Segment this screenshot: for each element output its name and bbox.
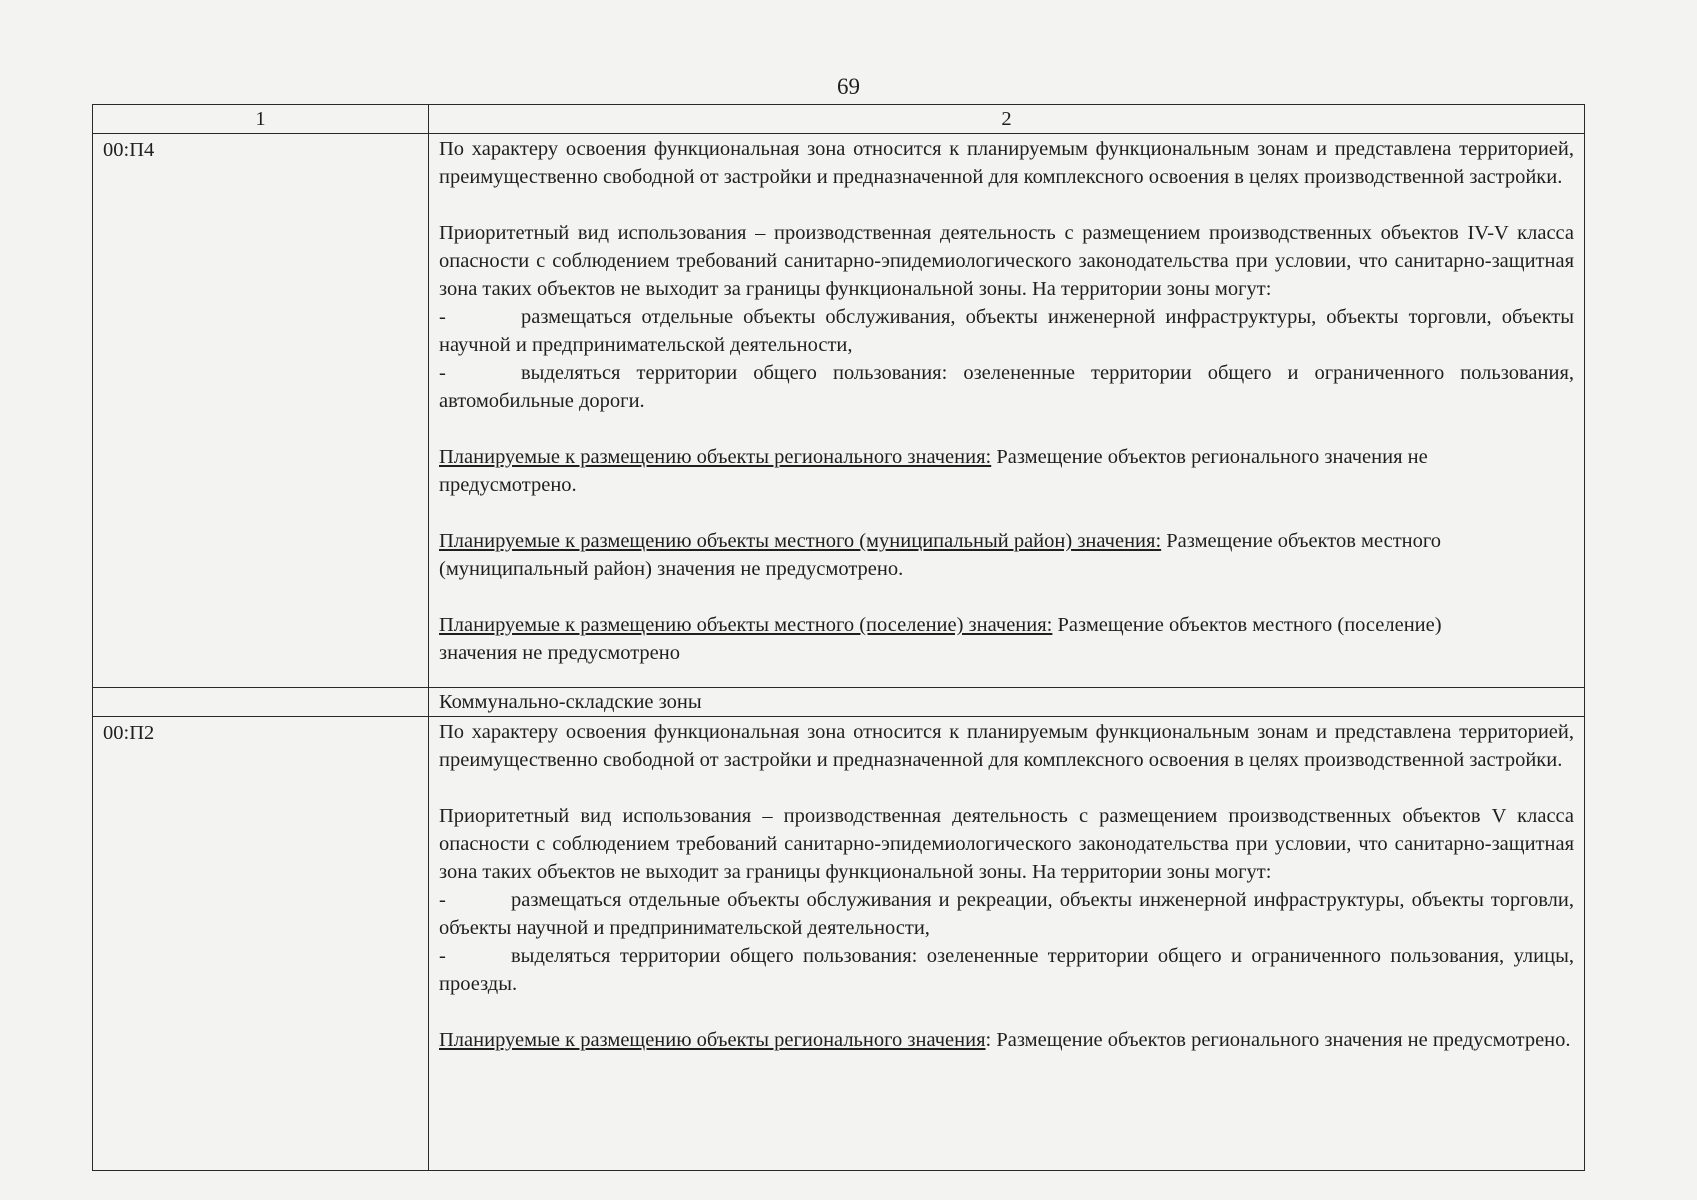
regional-objects-label: Планируемые к размещению объекты регионального значения — [439, 1029, 986, 1051]
list-item-text: размещаться отдельные объекты обслуживания и рекреации, объекты инженерной инфраструктуры, объекты торговли, объекты научной и предпринимательской деятельности, — [439, 889, 1574, 939]
regional-objects-text: Размещение объектов регионального значения не предусмотрено. — [439, 446, 1428, 496]
bullet-dash: - — [439, 306, 446, 328]
municipal-objects-text: Размещение объектов местного (муниципальный район) значения не предусмотрено. — [439, 530, 1442, 580]
zone-code-cell: 00:П4 — [93, 134, 429, 688]
priority-use-paragraph: Приоритетный вид использования – производственная деятельность с размещением производственных объектов V класса опасности с соблюдением требований санитарно-эпидемиологического законодательства при условии, что санитарно-защитная зона таких объектов не выходит за границы функциональной зоны. На территории зоны могут: — [439, 805, 1574, 883]
table-header-row — [93, 105, 1585, 134]
settlement-objects-paragraph — [439, 611, 1574, 667]
list-item — [439, 886, 1574, 942]
zone-description-cell — [429, 717, 1585, 1171]
section-row — [93, 688, 1585, 717]
list-item — [439, 303, 1574, 359]
list-item — [439, 942, 1574, 998]
bullet-dash: - — [439, 889, 446, 911]
list-item-text: размещаться отдельные объекты обслуживания, объекты инженерной инфраструктуры, объекты торговли, объекты научной и предпринимательской деятельности, — [439, 306, 1574, 356]
municipal-objects-label: Планируемые к размещению объекты местного (муниципальный район) значения: — [439, 530, 1162, 552]
table-row — [93, 134, 1585, 688]
priority-use-paragraph: Приоритетный вид использования – производственная деятельность с размещением производственных объектов IV-V класса опасности с соблюдением требований санитарно-эпидемиологического законодательства при условии, что санитарно-защитная зона таких объектов не выходит за границы функциональной зоны. На территории зоны могут: — [439, 222, 1574, 300]
regional-objects-paragraph — [439, 443, 1574, 499]
list-item-text: выделяться территории общего пользования: озелененные территории общего и ограниченного пользования, автомобильные дороги. — [439, 362, 1574, 412]
zones-table — [92, 104, 1585, 1171]
settlement-objects-label: Планируемые к размещению объекты местного (поселение) значения: — [439, 614, 1053, 636]
development-paragraph: По характеру освоения функциональная зона относится к планируемым функциональным зонам и представлена территорией, преимущественно свободной от застройки и предназначенной для комплексного освоения в целях производственной застройки. — [439, 138, 1574, 188]
regional-objects-paragraph — [439, 1026, 1574, 1054]
column-header-1: 1 — [93, 105, 429, 134]
settlement-objects-text: Размещение объектов местного (поселение) значения не предусмотрено — [439, 614, 1442, 664]
table-row — [93, 717, 1585, 1171]
development-paragraph: По характеру освоения функциональная зона относится к планируемым функциональным зонам и представлена территорией, преимущественно свободной от застройки и предназначенной для комплексного освоения в целях производственной застройки. — [439, 721, 1574, 771]
municipal-objects-paragraph — [439, 527, 1574, 583]
bullet-dash: - — [439, 362, 446, 384]
list-item-text: выделяться территории общего пользования: озелененные территории общего и ограниченного пользования, улицы, проезды. — [439, 945, 1574, 995]
zone-description-cell — [429, 134, 1585, 688]
regional-objects-text: : Размещение объектов регионального значения не предусмотрено. — [985, 1029, 1571, 1051]
column-header-2: 2 — [429, 105, 1585, 134]
page-number: 69 — [837, 74, 860, 99]
bullet-dash: - — [439, 945, 446, 967]
section-title: Коммунально-складские зоны — [429, 688, 1585, 717]
list-item — [439, 359, 1574, 415]
zone-code-cell: 00:П2 — [93, 717, 429, 1171]
section-empty-cell — [93, 688, 429, 717]
regional-objects-label: Планируемые к размещению объекты регионального значения: — [439, 446, 992, 468]
